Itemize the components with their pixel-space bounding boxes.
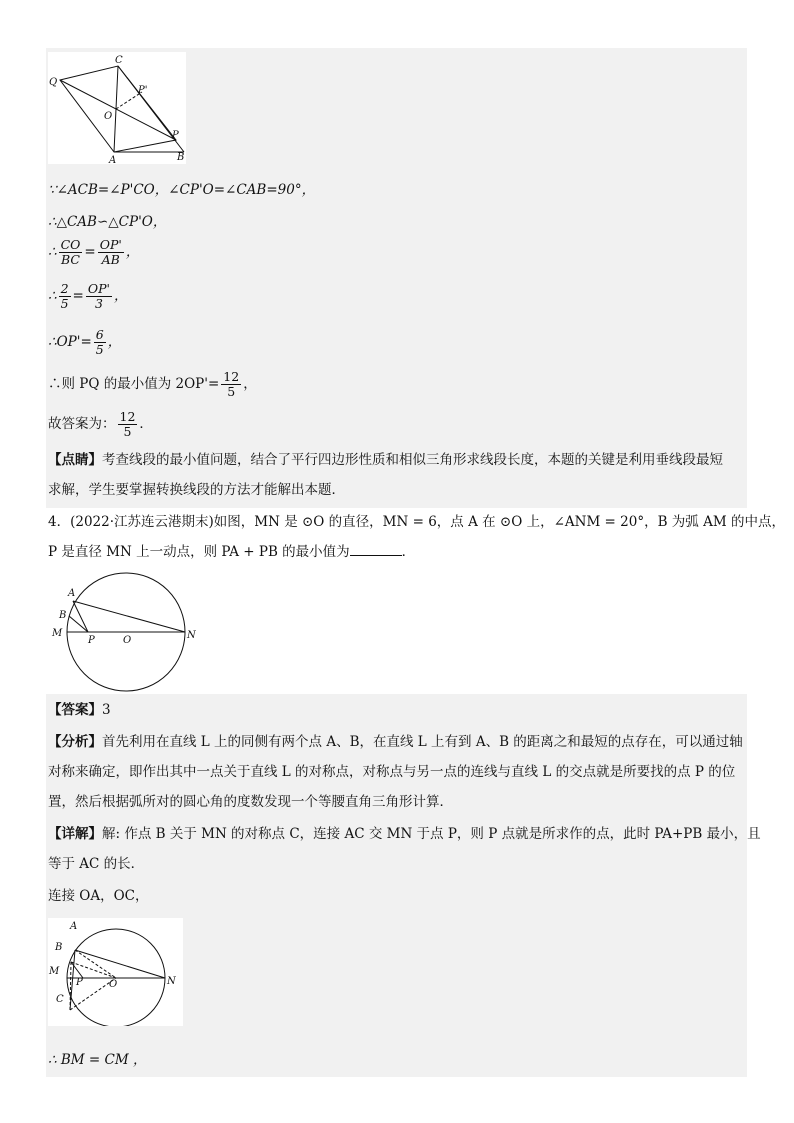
step-4-lead: ∴ xyxy=(48,288,57,304)
line-bp xyxy=(69,616,88,632)
label-a: A xyxy=(109,155,117,164)
step-2: ∴△CAB∽△CP'O， xyxy=(48,214,167,230)
step-7-answer xyxy=(48,410,153,439)
fraction-12-5-answer xyxy=(118,410,138,439)
fraction-12-5 xyxy=(221,370,241,399)
dashed-oa xyxy=(75,950,116,978)
label-c: C xyxy=(115,55,123,66)
figure-circle-question xyxy=(48,568,208,694)
fraction-op-3 xyxy=(86,282,112,311)
step-4-tail: ， xyxy=(113,288,128,304)
step-6-tail: ， xyxy=(243,376,257,392)
label-n: N xyxy=(187,630,196,641)
step-3 xyxy=(48,238,139,267)
fraction-numerator: 12 xyxy=(223,369,240,384)
fraction-denominator: 5 xyxy=(227,384,236,399)
answer-blank xyxy=(350,543,402,556)
fraction-numerator: OP' xyxy=(99,237,122,252)
label-b: B xyxy=(59,610,67,621)
fraction-denominator: 3 xyxy=(94,296,103,311)
question-4-text: P 是直径 MN 上一动点，则 PA + PB 的最小值为 xyxy=(48,544,350,560)
figure-parallelogram-svg xyxy=(48,52,186,164)
step-3-lead: ∴ xyxy=(48,244,57,260)
detail-line-3: 连接 OA，OC， xyxy=(48,888,149,904)
line-an xyxy=(75,950,165,978)
question-4-line-2 xyxy=(48,542,415,562)
label-m: M xyxy=(52,628,63,639)
step-5 xyxy=(48,328,121,357)
label-n: N xyxy=(167,976,176,987)
label-c: C xyxy=(56,994,64,1005)
fraction-denominator: 5 xyxy=(60,296,69,311)
detail-line-1 xyxy=(48,824,761,844)
analysis-tag: 【分析】 xyxy=(48,734,102,750)
fraction-denominator: AB xyxy=(101,252,120,267)
fraction-2-5 xyxy=(59,282,71,311)
equals-sign: = xyxy=(72,288,84,304)
label-b: B xyxy=(177,152,185,163)
fraction-denominator: 5 xyxy=(95,342,104,357)
last-step: ∴ BM = CM ， xyxy=(48,1052,147,1068)
label-b: B xyxy=(55,942,63,953)
fraction-numerator: 6 xyxy=(95,327,104,342)
detail-text-1: 解: 作点 B 关于 MN 的对称点 C，连接 AC 交 MN 于点 P，则 P 点就是所求作的点，此时 PA+PB 最小，且 xyxy=(102,826,761,842)
fraction-numerator: 2 xyxy=(60,281,69,296)
dianjing-line-2: 求解，学生要掌握转换线段的方法才能解出本题． xyxy=(48,482,345,498)
question-4-tail: ． xyxy=(401,544,416,560)
figure-circle-solution xyxy=(48,918,183,1026)
label-o: O xyxy=(109,979,118,990)
fraction-op-ab xyxy=(98,238,124,267)
equals-sign: = xyxy=(84,244,96,260)
figure-parallelogram xyxy=(48,52,186,164)
label-p: P xyxy=(172,130,179,141)
step-6 xyxy=(48,370,257,399)
label-a: A xyxy=(70,921,78,932)
analysis-text-1: 首先利用在直线 L 上的同侧有两个点 A、B，在直线 L 上有到 A、B 的距离之和最短的点存在，可以通过轴 xyxy=(102,734,743,750)
step-7-lead: 故答案为： xyxy=(48,416,116,432)
dianjing-text-1: 考查线段的最小值问题，结合了平行四边形性质和相似三角形求线段长度，本题的关键是利用垂线段最短 xyxy=(102,452,723,468)
label-q: Q xyxy=(49,77,58,88)
label-p: P xyxy=(76,977,83,988)
fraction-numerator: CO xyxy=(60,237,81,252)
step-5-lead: ∴OP'= xyxy=(48,334,92,350)
label-o: O xyxy=(104,111,113,122)
dianjing-line-1 xyxy=(48,450,723,470)
figure-circle-question-svg xyxy=(48,568,208,694)
line-an xyxy=(73,601,185,632)
label-o: O xyxy=(123,635,132,646)
fraction-numerator: 12 xyxy=(119,409,136,424)
step-6-lead: ∴则 PQ 的最小值为 2OP'= xyxy=(48,376,220,392)
line-ap xyxy=(73,601,88,632)
step-5-tail: ， xyxy=(107,334,122,350)
question-4-line-1: 4．(2022·江苏连云港期末)如图，MN 是 ⊙O 的直径，MN = 6，点 A 在 ⊙O 上，∠ANM = 20°，B 为弧 AM 的中点， xyxy=(48,514,785,530)
fraction-denominator: 5 xyxy=(123,424,132,439)
label-p-prime: P' xyxy=(138,85,148,96)
answer-tag: 【答案】 xyxy=(48,702,102,718)
label-a: A xyxy=(68,588,76,599)
figure-circle-solution-svg xyxy=(48,918,183,1026)
detail-tag: 【详解】 xyxy=(48,826,102,842)
fraction-denominator: BC xyxy=(61,252,80,267)
fraction-6-5 xyxy=(94,328,106,357)
step-3-tail: ， xyxy=(125,244,140,260)
diagonal-qp xyxy=(60,80,176,140)
answer-value: 3 xyxy=(102,702,111,718)
fraction-co-bc xyxy=(59,238,83,267)
label-p: P xyxy=(88,635,95,646)
dianjing-tag: 【点睛】 xyxy=(48,452,102,468)
analysis-line-1 xyxy=(48,732,743,752)
label-m: M xyxy=(49,966,60,977)
parallelogram-outline xyxy=(60,66,176,152)
answer-line xyxy=(48,700,111,720)
dashed-ob xyxy=(71,962,116,978)
step-1: ∵∠ACB=∠P'CO，∠CP'O=∠CAB=90°， xyxy=(48,182,316,198)
step-4 xyxy=(48,282,127,311)
analysis-line-3: 置，然后根据弧所对的圆心角的度数发现一个等腰直角三角形计算． xyxy=(48,794,453,810)
detail-line-2: 等于 AC 的长． xyxy=(48,856,145,872)
fraction-numerator: OP' xyxy=(87,281,110,296)
step-7-tail: ． xyxy=(139,416,153,432)
analysis-line-2: 对称来确定，即作出其中一点关于直线 L 的对称点，对称点与另一点的连线与直线 L 的交点就是所要找的点 P 的位 xyxy=(48,764,736,780)
